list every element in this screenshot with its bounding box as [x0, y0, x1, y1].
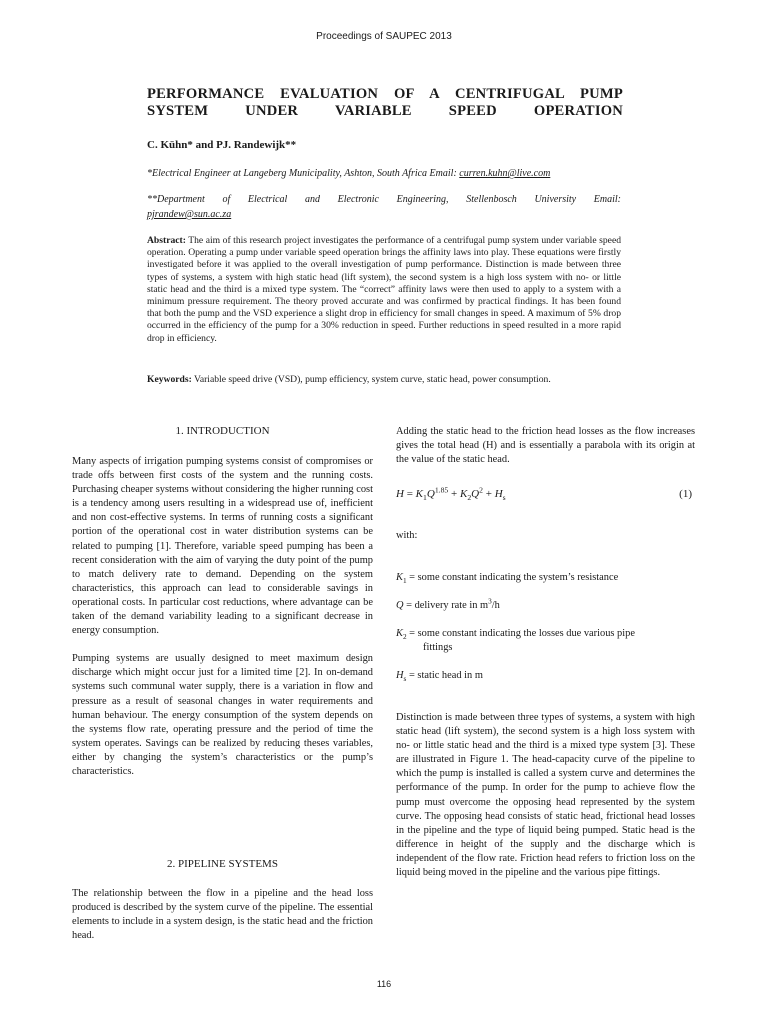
email-link-randewijk[interactable]: pjrandew@sun.ac.za: [147, 209, 232, 220]
equation-number: (1): [679, 488, 692, 500]
eq-lhs: H: [396, 488, 404, 500]
introduction-paragraph-1: Many aspects of irrigation pumping systems consist of compromises or trade offs between first costs of the system and the running costs. Purchasing cheaper systems without considering the higher running cost is a tendency among users resulting in a widespread use of, inefficient and non cost-effective systems. In terms of running costs a significant portion of the operational cost in water distribution systems can be related to pumping [1]. Therefore, variable speed pumping has been a recent consideration with the aim of varying the duty point of the pump to match delivery rate to demand. Depending on the system characteristics, this approach can lead to considerable savings in operational costs. In particular cost reductions, where advantage can be taken of the demand variability leading to a significant decrease in energy consumption.: [72, 456, 373, 637]
eq-q2-exp: 2: [479, 485, 483, 495]
with-label: with:: [396, 530, 418, 541]
right-column-paragraph-2: Distinction is made between three types of systems, a system with high static head (lift system), the second system is a high loss system with no- or little static head and the third is a mixed type system [3]. These are illustrated in Figure 1. The head-capacity curve of the pipeline to which the pump is installed is called a system curve and determines the performance of the pump. In order for the pump to achieve flow the pump must overcome the opposing head represented by the system curve. The opposing head consists of static head, frictional head losses in the pipeline and the type of liquid being pumped. Static head is the difference in height of the supply and the discharge which is independent of the flow rate. Friction head refers to friction loss on the liquid being moved in the pipeline and the various pipe fittings.: [396, 712, 695, 879]
def-q-text: = delivery rate in m: [403, 600, 489, 611]
section-heading-pipeline-systems: 2. PIPELINE SYSTEMS: [167, 858, 278, 870]
introduction-paragraph-2: Pumping systems are usually designed to meet maximum design discharge which might occur just for a limited time [2]. In on-demand systems such communal water supply, there is a variation in flow and pressure as a result of seasonal changes in water requirements and human behaviour. The energy consumption of the system depends on the systems flow rate, operating pressure and the period of time the system operates. Savings can be realized by reducing theses variables, either by changing the system’s characteristics or the pump’s characteristics.: [72, 653, 373, 777]
definition-k2-line2: fittings: [423, 642, 453, 653]
eq-q1: Q: [426, 488, 435, 500]
def-hs-sub: s: [403, 675, 407, 684]
page-number: 116: [376, 979, 392, 989]
abstract-text: The aim of this research project investigates the performance of a centrifugal pump system under variable speed operation. Operating a pump under variable speed operation brings the affinity laws into play. These equations were firstly investigated before it was applied to the overall investigation of pump performance. Distinction is made between three types of systems, a system with high static head (lift system), the second system is a high loss system with no- or little static head and the third is a mixed type system. The “correct” affinity laws were then used to apply to a system with a minimum pressure requirement. The theory proved accurate and was confirmed by practical findings. It has been found that both the pump and the VSD experience a slight drop in efficiency for small changes in speed. A maximum of 5% drop occurred in the efficiency of the pump for a 30% reduction in speed. Further reductions in speed resulted in a more rapid drop in efficiency.: [147, 235, 621, 344]
definition-k2: [396, 627, 695, 641]
authors: C. Kühn* and PJ. Randewijk**: [147, 139, 297, 151]
keywords-text: Variable speed drive (VSD), pump efficiency, system curve, static head, power consumption.: [191, 374, 551, 385]
def-k2-sub: 2: [402, 633, 407, 642]
eq-hs-sub: s: [502, 493, 506, 503]
definition-q: [396, 599, 695, 613]
paper-title: PERFORMANCE EVALUATION OF A CENTRIFUGAL PUMP SYSTEM UNDER VARIABLE SPEED OPERATION: [147, 86, 623, 119]
definition-hs: [396, 669, 695, 683]
def-k2-text: = some constant indicating the losses due various pipe: [406, 628, 635, 639]
definition-k1: [396, 571, 695, 585]
affiliation-1-text: *Electrical Engineer at Langeberg Municipality, Ashton, South Africa Email:: [147, 168, 460, 179]
pipeline-paragraph-1: The relationship between the flow in a pipeline and the head loss produced is described by the system curve of the pipeline. The essential elements to include in a system design, is the static head and the friction head.: [72, 888, 373, 942]
eq-q1-exp: 1.85: [434, 485, 449, 495]
affiliation-2-email: [147, 207, 621, 222]
right-column-paragraph-1: Adding the static head to the friction head losses as the flow increases gives the total head (H) and is essentially a parabola with its origin at the value of the static head.: [396, 426, 695, 466]
def-q-tail: /h: [491, 600, 500, 611]
running-head: Proceedings of SAUPEC 2013: [316, 31, 452, 42]
eq-k2-sub: 2: [467, 493, 472, 503]
eq-k1: K: [415, 488, 424, 500]
def-q-sup: 3: [488, 597, 492, 606]
equation-1: $H = K_1Q^{1.85} + K_2Q^2 + H_s$ (1): [396, 485, 692, 503]
introduction-body: [72, 455, 373, 779]
eq-k1-sub: 1: [423, 493, 427, 503]
section-heading-introduction: 1. INTRODUCTION: [175, 425, 270, 437]
abstract-label: Abstract:: [147, 235, 186, 246]
eq-q2: Q: [471, 488, 480, 500]
abstract: [147, 235, 621, 345]
def-k1-sub: 1: [402, 577, 407, 586]
keywords-label: Keywords:: [147, 374, 192, 385]
email-link-kuhn[interactable]: curren.kuhn@live.com: [459, 168, 551, 179]
def-k1-symbol: K: [396, 572, 403, 583]
affiliation-1: [147, 166, 621, 181]
def-hs-text: = static head in m: [406, 670, 483, 681]
def-q-symbol: Q: [396, 600, 404, 611]
def-k1-text: = some constant indicating the system’s resistance: [406, 572, 619, 583]
affiliation-2: **Department of Electrical and Electronic Engineering, Stellenbosch University Email:: [147, 194, 621, 205]
def-hs-symbol: H: [396, 670, 404, 681]
keywords: [147, 374, 621, 386]
eq-hs: H: [494, 488, 503, 500]
def-k2-symbol: K: [396, 628, 403, 639]
eq-k2: K: [459, 488, 468, 500]
